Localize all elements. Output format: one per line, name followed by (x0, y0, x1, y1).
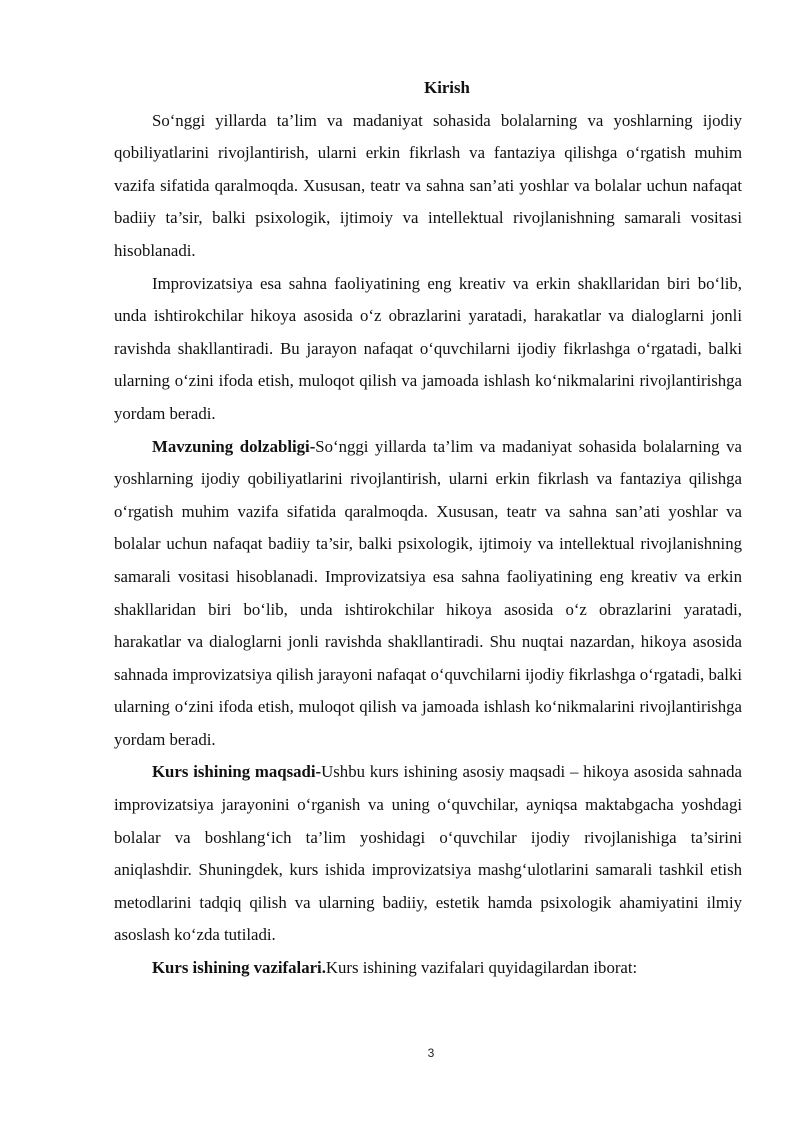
paragraph-text: So‘nggi yillarda ta’lim va madaniyat sohasida bolalarning va yoshlarning ijodiy qobiliyatlarini rivojlantirish, ularni erkin fikrlash va fantaziya qilishga o‘rgatish muhim vazifa sifatida qaralmoqda. Xususan, teatr va sahna san’ati yoshlar va bolalar uchun nafaqat badiiy ta’sir, balki psixologik, ijtimoiy va intellektual rivojlanishning samarali vositasi hisoblanadi. Improvizatsiya esa sahna faoliyatining eng kreativ va erkin shakllaridan biri bo‘lib, unda ishtirokchilar hikoya asosida o‘z obrazlarini yaratadi, harakatlar va dialoglarni jonli ravishda shakllantiradi. Shu nuqtai nazardan, hikoya asosida sahnada improvizatsiya qilish jarayoni nafaqat o‘quvchilarni ijodiy fikrlashga o‘rgatadi, balki ularning o‘zini ifoda etish, muloqot qilish va jamoada ishlash ko‘nikmalarini rivojlantirishga yordam beradi. (114, 436, 742, 749)
paragraph-intro-1 (114, 105, 742, 268)
page-content (114, 72, 742, 985)
paragraph-text: Ushbu kurs ishining asosiy maqsadi – hikoya asosida sahnada improvizatsiya jarayonini o‘rganish va uning o‘quvchilar, ayniqsa maktabgacha yoshdagi bolalar va boshlang‘ich ta’lim yoshidagi o‘quvchilar ijodiy rivojlanishiga ta’sirini aniqlashdir. Shuningdek, kurs ishida improvizatsiya mashg‘ulotlarini samarali tashkil etish metodlarini tadqiq qilish va ularning badiiy, estetik hamda psixologik ahamiyatini ilmiy asoslash ko‘zda tutiladi. (114, 762, 742, 945)
paragraph-tasks (114, 952, 742, 985)
paragraph-text: So‘nggi yillarda ta’lim va madaniyat sohasida bolalarning va yoshlarning ijodiy qobiliyatlarini rivojlantirish, ularni erkin fikrlash va fantaziya qilishga o‘rgatish muhim vazifa sifatida qaralmoqda. Xususan, teatr va sahna san’ati yoshlar va bolalar uchun nafaqat badiiy ta’sir, balki psixologik, ijtimoiy va intellektual rivojlanishning samarali vositasi hisoblanadi. (114, 110, 742, 260)
paragraph-goal (114, 756, 742, 952)
section-title: Kirish (424, 78, 470, 97)
page-number: 3 (427, 1046, 435, 1060)
paragraph-lead: Kurs ishining vazifalari. (152, 958, 326, 978)
paragraph-intro-2 (114, 268, 742, 431)
paragraph-lead: Kurs ishining maqsadi- (152, 762, 322, 782)
paragraph-relevance (114, 431, 742, 757)
paragraph-lead: Mavzuning dolzabligi- (152, 436, 316, 456)
paragraph-text: Improvizatsiya esa sahna faoliyatining eng kreativ va erkin shakllaridan biri bo‘lib, unda ishtirokchilar hikoya asosida o‘z obrazlarini yaratadi, harakatlar va dialoglarni jonli ravishda shakllantiradi. Bu jarayon nafaqat o‘quvchilarni ijodiy fikrlashga o‘rgatadi, balki ularning o‘zini ifoda etish, muloqot qilish va jamoada ishlash ko‘nikmalarini rivojlantirishga yordam beradi. (114, 273, 742, 423)
paragraph-text: Kurs ishining vazifalari quyidagilardan iborat: (325, 958, 638, 978)
